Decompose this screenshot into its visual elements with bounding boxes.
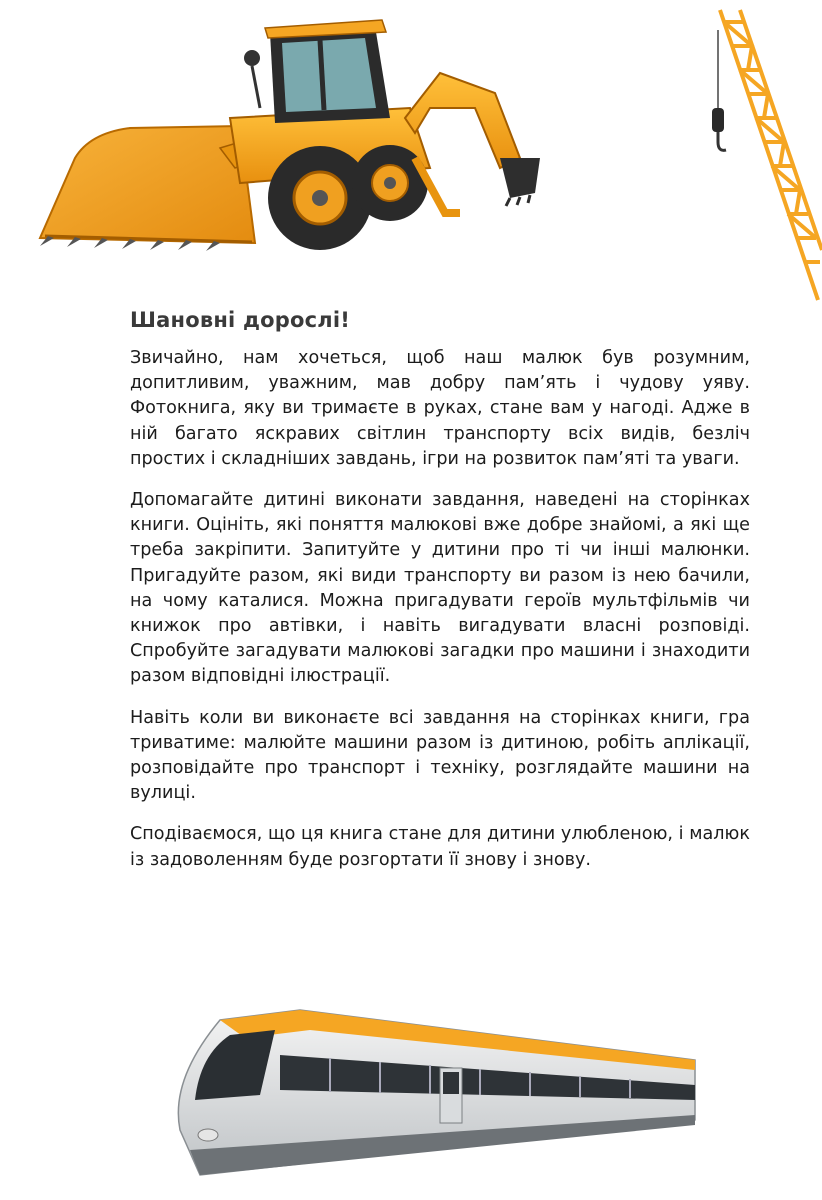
passenger-train-image (160, 1000, 700, 1185)
paragraph-1: Звичайно, нам хочеться, щоб наш малюк був розумним, допитливим, уважним, мав добру пам’ять і чудову уяву. Фотокнига, яку ви тримаєте в руках, стане вам у нагоді. Адже в ній багато яскравих світлин транспорту всіх видів, безліч простих і складніших завдань, ігри на розвиток пам’яті та уваги. (130, 348, 750, 469)
page-title: Шановні дорослі! (130, 308, 351, 332)
tower-crane-image (700, 0, 822, 310)
paragraph-2: Допомагайте дитині виконати завдання, наведені на сторінках книги. Оцініть, які поняття малюкові вже добре знайомі, а які ще треба закріпити. Запитуйте у дитини про ті чи інші малюнки. Пригадуйте разом, які види транспорту ви разом із нею бачили, на чому каталися. Можна пригадувати героїв мультфільмів чи книжок про автівки, і навіть вигадувати власні розповіді. Спробуйте загадувати малюкові загадки про машини і знаходити разом відповідні ілюстрації. (130, 490, 750, 687)
text-block (130, 308, 750, 889)
backhoe-loader-image (20, 8, 550, 288)
paragraph-3: Навіть коли ви виконаєте всі завдання на сторінках книги, гра триватиме: малюйте машини разом із дитиною, робіть аплікації, розповідайте про транспорт і техніку, розглядайте машини на вулиці. (130, 707, 750, 804)
paragraph-4: Сподіваємося, що ця книга стане для дитини улюбленою, і малюк із задоволенням буде розгортати її знову і знову. (130, 824, 750, 870)
